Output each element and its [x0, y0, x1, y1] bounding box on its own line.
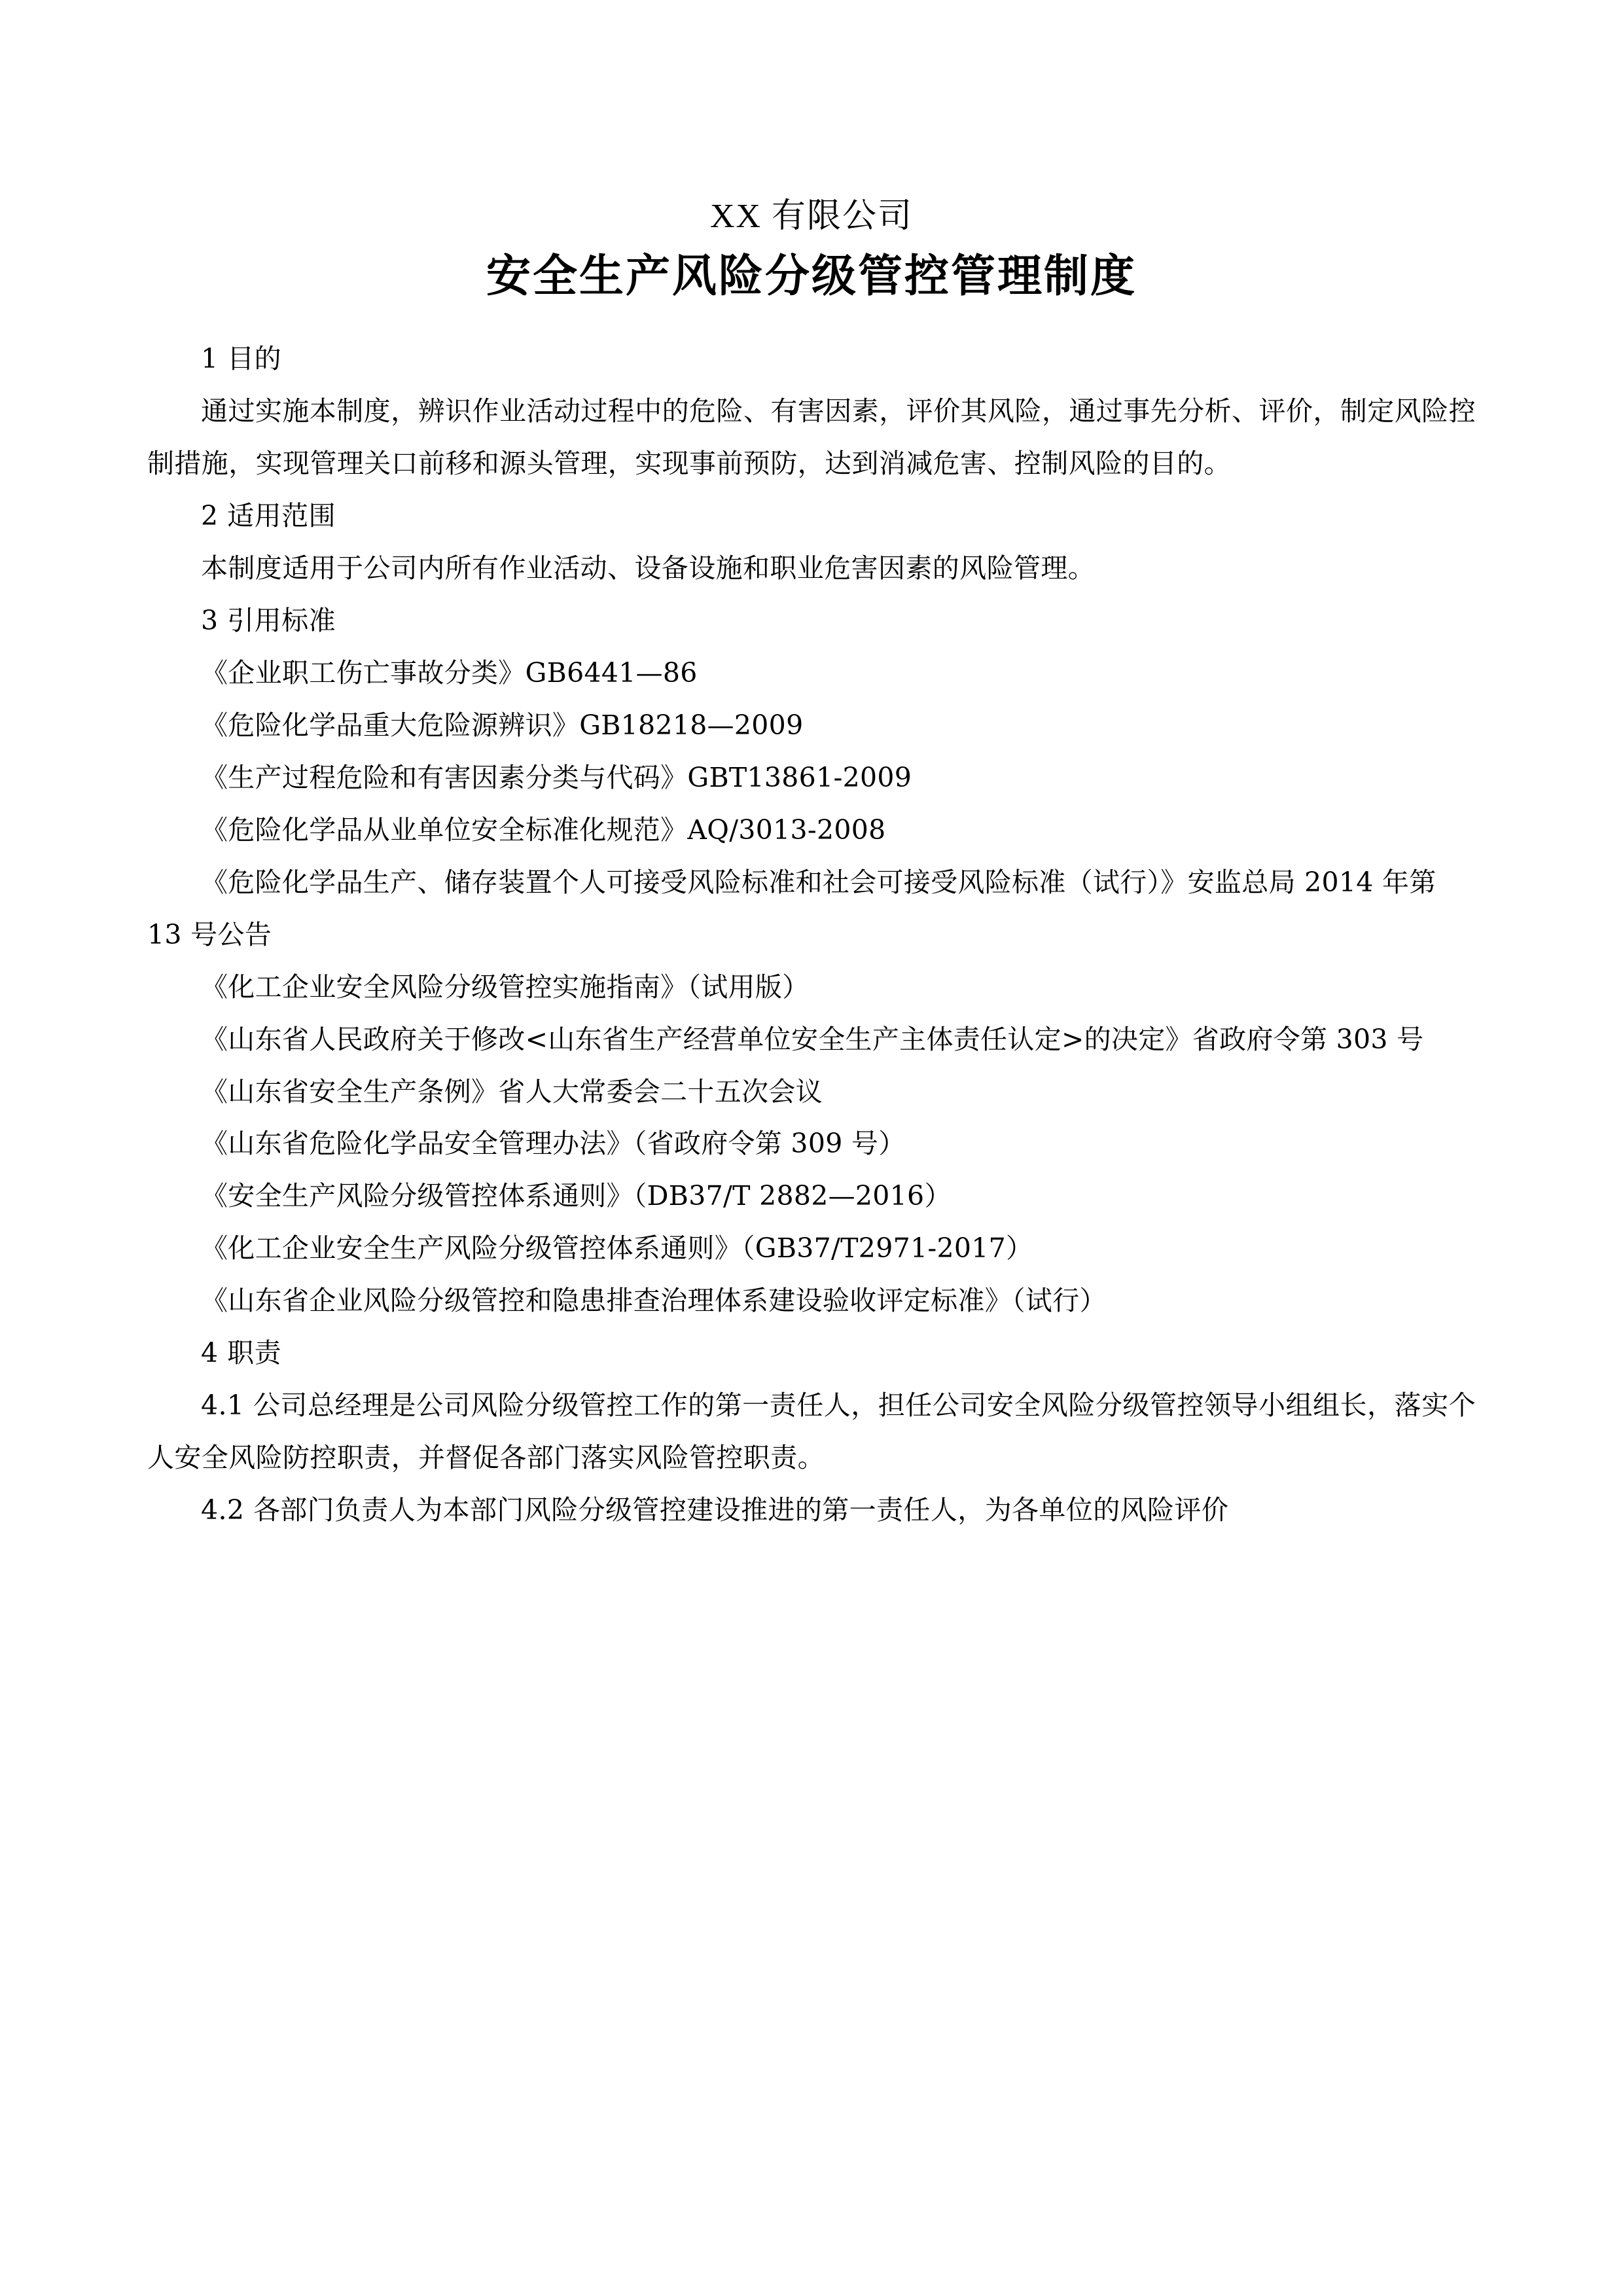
- reference-item: 《山东省危险化学品安全管理办法》（省政府令第 309 号）: [201, 1128, 906, 1160]
- reference-item: 《安全生产风险分级管控体系通则》（DB37/T 2882—2016）: [201, 1180, 952, 1212]
- reference-item: 《危险化学品生产、储存装置个人可接受风险标准和社会可接受风险标准（试行）》安监总局 2014 年第 13 号公告: [147, 866, 1436, 950]
- reference-item: 《危险化学品重大危险源辨识》GB18218—2009: [201, 709, 804, 741]
- reference-item: 《生产过程危险和有害因素分类与代码》GBT13861-2009: [201, 761, 912, 793]
- section-paragraph-scope: 本制度适用于公司内所有作业活动、设备设施和职业危害因素的风险管理。: [201, 552, 1096, 584]
- section-heading-purpose: 1 目的: [201, 343, 282, 375]
- section-heading-scope: 2 适用范围: [201, 500, 336, 532]
- reference-item: 《企业职工伤亡事故分类》GB6441—86: [201, 657, 698, 689]
- reference-item: 《危险化学品从业单位安全标准化规范》AQ/3013-2008: [201, 814, 886, 846]
- reference-item: 《山东省人民政府关于修改<山东省生产经营单位安全生产主体责任认定>的决定》省政府令第 303 号: [201, 1023, 1424, 1055]
- responsibility-clause-4-2: 4.2 各部门负责人为本部门风险分级管控建设推进的第一责任人，为各单位的风险评价: [201, 1494, 1229, 1526]
- responsibility-clause-4-1: 4.1 公司总经理是公司风险分级管控工作的第一责任人，担任公司安全风险分级管控领导小组组长，落实个人安全风险防控职责，并督促各部门落实风险管控职责。: [147, 1390, 1476, 1474]
- section-heading-references: 3 引用标准: [201, 605, 336, 637]
- reference-item: 《化工企业安全风险分级管控实施指南》（试用版）: [201, 971, 810, 1003]
- section-paragraph-purpose: 通过实施本制度，辨识作业活动过程中的危险、有害因素，评价其风险，通过事先分析、评价，制定风险控制措施，实现管理关口前移和源头管理，实现事前预防，达到消减危害、控制风险的目的。: [147, 395, 1476, 480]
- section-heading-responsibilities: 4 职责: [201, 1337, 282, 1369]
- document-main-title: 安全生产风险分级管控管理制度: [486, 250, 1137, 303]
- company-title: XX 有限公司: [709, 198, 914, 235]
- reference-item: 《山东省安全生产条例》省人大常委会二十五次会议: [201, 1075, 823, 1107]
- reference-item: 《山东省企业风险分级管控和隐患排查治理体系建设验收评定标准》（试行）: [201, 1285, 1107, 1317]
- reference-item: 《化工企业安全生产风险分级管控体系通则》（GB37/T2971-2017）: [201, 1232, 1033, 1265]
